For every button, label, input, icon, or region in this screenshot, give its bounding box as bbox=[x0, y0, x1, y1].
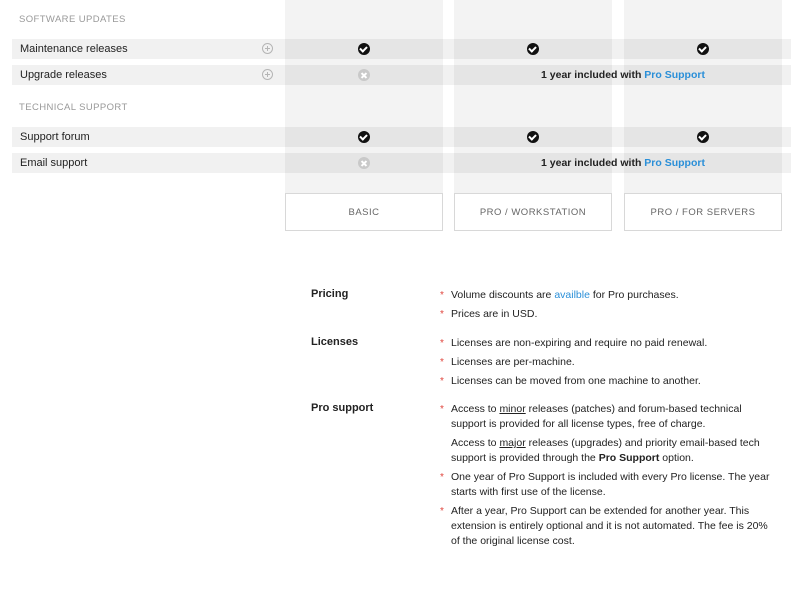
asterisk-icon: * bbox=[440, 357, 444, 368]
available-link[interactable]: availble bbox=[554, 289, 590, 301]
plan-pro-workstation-button[interactable]: PRO / WORKSTATION bbox=[454, 193, 612, 231]
pro-support-title: Pro support bbox=[311, 402, 374, 414]
asterisk-icon: * bbox=[440, 290, 444, 301]
included-text: 1 year included with Pro Support bbox=[541, 157, 705, 169]
expand-plus-icon[interactable] bbox=[262, 43, 273, 54]
list-item: * Prices are in USD. bbox=[440, 308, 538, 320]
check-icon bbox=[527, 131, 539, 143]
pro-support-list bbox=[440, 402, 770, 553]
asterisk-icon: * bbox=[440, 376, 444, 387]
list-item: * Licenses are non-expiring and require no paid renewal. bbox=[440, 337, 708, 349]
check-icon bbox=[527, 43, 539, 55]
pro-support-link[interactable]: Pro Support bbox=[644, 157, 705, 169]
asterisk-icon: * bbox=[440, 472, 444, 483]
list-item: * Licenses are per-machine. bbox=[440, 356, 575, 368]
row-label: Email support bbox=[20, 157, 88, 169]
row-upgrade-releases bbox=[12, 65, 791, 85]
row-label: Upgrade releases bbox=[20, 69, 107, 81]
x-circle-icon bbox=[358, 69, 370, 81]
row-email-support bbox=[12, 153, 791, 173]
plan-basic-button[interactable]: BASIC bbox=[285, 193, 443, 231]
row-label: Support forum bbox=[20, 131, 90, 143]
row-support-forum bbox=[12, 127, 791, 147]
check-icon bbox=[358, 131, 370, 143]
pro-support-link[interactable]: Pro Support bbox=[644, 69, 705, 81]
plan-pro-servers-button[interactable]: PRO / FOR SERVERS bbox=[624, 193, 782, 231]
licenses-title: Licenses bbox=[311, 336, 359, 348]
expand-plus-icon[interactable] bbox=[262, 69, 273, 80]
section-software-updates: SOFTWARE UPDATES bbox=[19, 14, 126, 25]
row-maintenance-releases bbox=[12, 39, 791, 59]
asterisk-icon: * bbox=[440, 404, 444, 415]
pricing-list bbox=[440, 288, 770, 326]
list-item: * Access to minor releases (patches) and forum-based technical support is provided for all license types, free of charge. bbox=[440, 403, 742, 430]
x-circle-icon bbox=[358, 157, 370, 169]
asterisk-icon: * bbox=[440, 506, 444, 517]
row-label: Maintenance releases bbox=[20, 43, 128, 55]
pricing-title: Pricing bbox=[311, 288, 349, 300]
check-icon bbox=[358, 43, 370, 55]
asterisk-icon: * bbox=[440, 309, 444, 320]
check-icon bbox=[697, 43, 709, 55]
check-icon bbox=[697, 131, 709, 143]
list-item: * One year of Pro Support is included with every Pro license. The year starts with first use of the license. bbox=[440, 471, 770, 498]
asterisk-icon: * bbox=[440, 338, 444, 349]
list-item: * After a year, Pro Support can be extended for another year. This extension is entirely optional and it is not automated. The fee is 20% of the original license cost. bbox=[440, 505, 768, 547]
list-item: Access to major releases (upgrades) and priority email-based tech support is provided through the Pro Support option. bbox=[451, 437, 760, 464]
section-technical-support: TECHNICAL SUPPORT bbox=[19, 102, 128, 113]
licenses-list bbox=[440, 336, 770, 393]
list-item: * Volume discounts are availble for Pro purchases. bbox=[440, 289, 679, 301]
included-text: 1 year included with Pro Support bbox=[541, 69, 705, 81]
list-item: * Licenses can be moved from one machine to another. bbox=[440, 375, 701, 387]
